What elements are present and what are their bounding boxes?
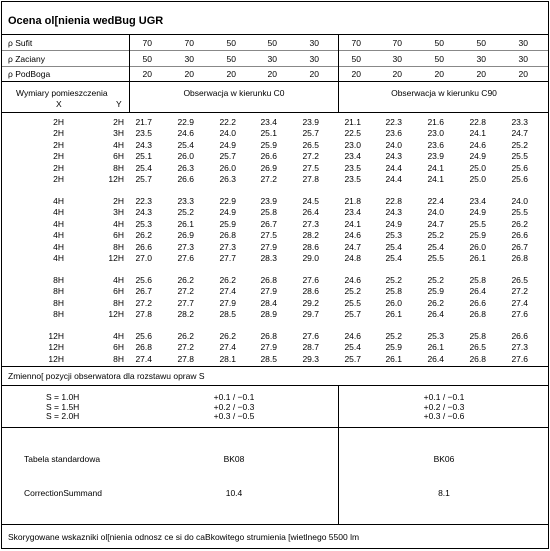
ugr-value: 23.5 — [344, 162, 361, 173]
correction-c90: 8.1 — [438, 488, 450, 498]
ugr-value: 23.4 — [344, 151, 361, 162]
ugr-value: 21.6 — [427, 117, 444, 127]
variation-c90: +0.3 / −0.6 — [423, 411, 465, 421]
ugr-value: 26.1 — [385, 309, 402, 319]
row-x: 4H — [53, 207, 64, 218]
ugr-value: 24.4 — [385, 174, 402, 184]
ugr-value: 24.6 — [469, 139, 486, 150]
ugr-value: 24.7 — [511, 128, 528, 139]
reflectance-value: 30 — [518, 38, 528, 48]
ugr-value: 23.9 — [427, 151, 444, 162]
ugr-value: 27.6 — [302, 274, 319, 285]
ugr-value: 29.2 — [302, 297, 319, 308]
ugr-value: 26.5 — [469, 342, 486, 353]
ugr-value: 24.6 — [344, 230, 361, 241]
ugr-value: 28.4 — [260, 297, 277, 308]
ugr-value: 25.8 — [385, 286, 402, 297]
reflectance-value: 50 — [226, 54, 236, 64]
ugr-value: 24.3 — [135, 139, 152, 150]
ugr-value: 24.3 — [385, 151, 402, 162]
row-y: 8H — [113, 162, 124, 173]
row-y: 4H — [113, 274, 124, 285]
row-y: 6H — [113, 151, 124, 162]
row-x: 4H — [53, 195, 64, 206]
ugr-value: 25.7 — [344, 309, 361, 319]
y-label: Y — [116, 99, 122, 109]
ugr-value: 25.8 — [260, 207, 277, 218]
reflectance-value: 30 — [184, 54, 194, 64]
reflectance-value: 30 — [518, 54, 528, 64]
ugr-value: 26.3 — [219, 174, 236, 184]
ugr-value: 27.9 — [260, 286, 277, 297]
reflectance-value: 50 — [351, 54, 361, 64]
ugr-value: 25.7 — [135, 174, 152, 184]
ugr-value: 25.3 — [385, 230, 402, 241]
ugr-value: 28.6 — [302, 241, 319, 252]
ugr-value: 25.4 — [135, 162, 152, 173]
ugr-value: 24.0 — [427, 207, 444, 218]
row-y: 12H — [108, 309, 124, 319]
ugr-value: 27.3 — [302, 218, 319, 229]
ugr-value: 22.9 — [219, 195, 236, 206]
row-y: 8H — [113, 297, 124, 308]
ugr-value: 23.9 — [302, 117, 319, 127]
std-table-label: Tabela standardowa — [24, 454, 101, 464]
divider — [2, 50, 548, 51]
ugr-value: 26.1 — [469, 252, 486, 263]
ugr-value: 25.4 — [344, 342, 361, 353]
variation-title: Zmienno[ pozycji obserwatora dla rozstawu opraw S — [8, 371, 205, 381]
ugr-value: 25.1 — [135, 151, 152, 162]
ugr-value: 23.5 — [135, 128, 152, 139]
ugr-value: 27.6 — [511, 309, 528, 319]
ugr-value: 27.4 — [511, 297, 528, 308]
ugr-value: 23.6 — [385, 128, 402, 139]
ugr-value: 24.7 — [344, 241, 361, 252]
ugr-report — [1, 1, 549, 549]
ugr-value: 25.2 — [177, 207, 194, 218]
divider — [2, 366, 548, 367]
ugr-value: 28.3 — [260, 252, 277, 263]
ugr-value: 24.1 — [427, 174, 444, 184]
reflectance-value: 50 — [476, 38, 486, 48]
ugr-value: 26.4 — [427, 309, 444, 319]
ugr-value: 27.2 — [302, 151, 319, 162]
ugr-value: 25.0 — [469, 174, 486, 184]
ugr-value: 26.0 — [177, 151, 194, 162]
ugr-value: 23.4 — [344, 207, 361, 218]
ugr-value: 25.5 — [511, 207, 528, 218]
ugr-value: 24.8 — [344, 252, 361, 263]
page-title: Ocena ol[nienia wedBug UGR — [8, 15, 164, 27]
ugr-value: 25.6 — [135, 330, 152, 341]
divider — [2, 385, 548, 386]
row-y: 3H — [113, 128, 124, 139]
ugr-value: 27.3 — [177, 241, 194, 252]
ugr-value: 25.2 — [511, 139, 528, 150]
ugr-value: 24.9 — [385, 218, 402, 229]
ugr-value: 23.0 — [427, 128, 444, 139]
reflectance-value: 50 — [267, 38, 277, 48]
ugr-value: 26.1 — [177, 218, 194, 229]
ugr-value: 26.4 — [427, 353, 444, 364]
ugr-value: 27.8 — [302, 174, 319, 184]
ugr-value: 27.0 — [135, 252, 152, 263]
row-x: 2H — [53, 117, 64, 127]
ugr-value: 27.4 — [219, 342, 236, 353]
ugr-value: 25.9 — [219, 218, 236, 229]
ugr-value: 25.5 — [469, 218, 486, 229]
row-x: 2H — [53, 139, 64, 150]
reflectance-value: 50 — [434, 38, 444, 48]
ugr-value: 26.6 — [177, 174, 194, 184]
row-x: 8H — [53, 309, 64, 319]
ugr-value: 27.2 — [177, 342, 194, 353]
ugr-value: 25.6 — [135, 274, 152, 285]
correction-label: CorrectionSummand — [24, 488, 102, 498]
row-x: 12H — [48, 342, 64, 353]
ugr-value: 26.1 — [427, 342, 444, 353]
reflectance-value: 70 — [392, 38, 402, 48]
ugr-value: 26.1 — [385, 353, 402, 364]
reflectance-value: 30 — [392, 54, 402, 64]
ugr-value: 27.2 — [511, 286, 528, 297]
ugr-value: 24.9 — [469, 207, 486, 218]
ugr-value: 27.3 — [219, 241, 236, 252]
reflectance-value: 30 — [309, 38, 319, 48]
ugr-value: 27.2 — [135, 297, 152, 308]
ugr-value: 25.5 — [344, 297, 361, 308]
reflectance-value: 20 — [309, 69, 319, 79]
divider — [2, 81, 548, 82]
row-x: 8H — [53, 274, 64, 285]
ugr-value: 23.4 — [469, 195, 486, 206]
row-y: 8H — [113, 353, 124, 364]
row-x: 4H — [53, 252, 64, 263]
reflectance-value: 70 — [351, 38, 361, 48]
ugr-value: 26.7 — [511, 241, 528, 252]
ugr-value: 28.2 — [177, 309, 194, 319]
reflectance-value: 20 — [267, 69, 277, 79]
ugr-value: 27.6 — [302, 330, 319, 341]
variation-c90: +0.2 / −0.3 — [423, 401, 465, 412]
reflectance-value: 30 — [476, 54, 486, 64]
ugr-value: 23.9 — [260, 195, 277, 206]
ugr-value: 22.3 — [385, 117, 402, 127]
ugr-value: 26.4 — [302, 207, 319, 218]
divider — [2, 112, 548, 113]
ugr-value: 22.5 — [344, 128, 361, 139]
ugr-value: 21.7 — [135, 117, 152, 127]
row-y: 3H — [113, 207, 124, 218]
ugr-value: 26.9 — [177, 230, 194, 241]
ugr-value: 22.3 — [135, 195, 152, 206]
ugr-value: 29.0 — [302, 252, 319, 263]
ugr-value: 28.2 — [302, 230, 319, 241]
ugr-value: 25.8 — [469, 274, 486, 285]
reflectance-value: 20 — [226, 69, 236, 79]
reflectance-label: ρ PodBoga — [8, 69, 51, 79]
ugr-value: 28.1 — [219, 353, 236, 364]
ugr-value: 26.7 — [135, 286, 152, 297]
row-y: 12H — [108, 252, 124, 263]
reflectance-value: 20 — [351, 69, 361, 79]
ugr-value: 26.8 — [135, 342, 152, 353]
ugr-value: 24.6 — [344, 330, 361, 341]
ugr-value: 25.6 — [511, 174, 528, 184]
row-y: 4H — [113, 330, 124, 341]
ugr-value: 24.3 — [385, 207, 402, 218]
ugr-value: 26.6 — [511, 330, 528, 341]
ugr-value: 25.7 — [344, 353, 361, 364]
ugr-value: 25.2 — [427, 274, 444, 285]
reflectance-value: 20 — [184, 69, 194, 79]
row-y: 6H — [113, 230, 124, 241]
ugr-value: 26.2 — [219, 330, 236, 341]
ugr-value: 26.6 — [469, 297, 486, 308]
ugr-value: 26.8 — [511, 252, 528, 263]
correction-c0: 10.4 — [225, 488, 243, 498]
ugr-value: 26.6 — [511, 230, 528, 241]
ugr-value: 24.7 — [427, 218, 444, 229]
reflectance-value: 50 — [142, 54, 152, 64]
ugr-value: 25.3 — [427, 330, 444, 341]
ugr-value: 26.0 — [219, 162, 236, 173]
ugr-value: 25.9 — [260, 139, 277, 150]
reflectance-value: 70 — [142, 38, 152, 48]
reflectance-value: 70 — [184, 38, 194, 48]
ugr-value: 26.7 — [260, 218, 277, 229]
row-y: 4H — [113, 218, 124, 229]
ugr-value: 27.3 — [511, 342, 528, 353]
footer-note: Skorygowane wskazniki ol[nienia odnosz ce si do caBkowitego strumienia [wietlnego 5500 lm — [8, 532, 360, 542]
divider — [2, 34, 548, 35]
ugr-value: 25.0 — [469, 162, 486, 173]
ugr-value: 22.8 — [469, 117, 486, 127]
ugr-value: 26.4 — [469, 286, 486, 297]
ugr-value: 25.2 — [385, 330, 402, 341]
ugr-value: 22.2 — [219, 117, 236, 127]
row-y: 2H — [113, 117, 124, 127]
ugr-value: 24.0 — [385, 139, 402, 150]
variation-label: S = 2.0H — [46, 411, 80, 421]
ugr-value: 23.5 — [344, 174, 361, 184]
ugr-value: 25.4 — [385, 241, 402, 252]
ugr-value: 26.6 — [135, 241, 152, 252]
ugr-value: 23.3 — [177, 195, 194, 206]
reflectance-value: 30 — [267, 54, 277, 64]
ugr-value: 29.3 — [302, 353, 319, 364]
ugr-value: 25.7 — [219, 151, 236, 162]
ugr-value: 24.1 — [427, 162, 444, 173]
ugr-value: 26.9 — [260, 162, 277, 173]
row-x: 12H — [48, 330, 64, 341]
ugr-value: 25.1 — [260, 128, 277, 139]
ugr-value: 25.2 — [385, 274, 402, 285]
ugr-value: 24.9 — [469, 151, 486, 162]
row-y: 6H — [113, 286, 124, 297]
ugr-value: 26.2 — [511, 218, 528, 229]
row-x: 4H — [53, 218, 64, 229]
row-x: 8H — [53, 286, 64, 297]
variation-label: S = 1.0H — [46, 392, 80, 402]
ugr-value: 27.7 — [219, 252, 236, 263]
ugr-value: 29.7 — [302, 309, 319, 319]
ugr-value: 25.3 — [135, 218, 152, 229]
ugr-value: 27.2 — [177, 286, 194, 297]
row-x: 2H — [53, 174, 64, 184]
ugr-value: 23.0 — [344, 139, 361, 150]
ugr-value: 26.6 — [260, 151, 277, 162]
ugr-value: 25.7 — [302, 128, 319, 139]
ugr-value: 25.9 — [385, 342, 402, 353]
ugr-value: 23.3 — [511, 117, 528, 127]
ugr-value: 27.5 — [260, 230, 277, 241]
header-c90: Obserwacja w kierunku C90 — [391, 88, 497, 98]
ugr-value: 26.5 — [511, 274, 528, 285]
dimensions-header: Wymiary pomieszczenia — [16, 88, 108, 98]
reflectance-label: ρ Zaciany — [8, 54, 45, 64]
ugr-value: 26.2 — [427, 297, 444, 308]
row-x: 4H — [53, 230, 64, 241]
ugr-value: 24.0 — [219, 128, 236, 139]
divider — [2, 524, 548, 525]
ugr-value: 27.4 — [219, 286, 236, 297]
ugr-value: 26.5 — [302, 139, 319, 150]
ugr-value: 24.4 — [385, 162, 402, 173]
std-table-c0: BK08 — [223, 454, 245, 464]
ugr-value: 27.9 — [260, 342, 277, 353]
ugr-value: 24.9 — [219, 139, 236, 150]
ugr-value: 27.4 — [135, 353, 152, 364]
ugr-value: 28.5 — [219, 309, 236, 319]
ugr-value: 21.8 — [344, 195, 361, 206]
variation-c0: +0.2 / −0.3 — [213, 401, 255, 412]
reflectance-value: 20 — [518, 69, 528, 79]
row-x: 12H — [48, 353, 64, 364]
variation-label: S = 1.5H — [46, 401, 80, 412]
ugr-value: 28.7 — [302, 342, 319, 353]
reflectance-value: 50 — [434, 54, 444, 64]
ugr-value: 26.8 — [469, 353, 486, 364]
row-y: 12H — [108, 174, 124, 184]
reflectance-value: 50 — [226, 38, 236, 48]
x-label: X — [56, 99, 62, 109]
ugr-value: 25.5 — [511, 151, 528, 162]
ugr-value: 25.4 — [427, 241, 444, 252]
ugr-value: 25.4 — [385, 252, 402, 263]
ugr-value: 25.2 — [344, 286, 361, 297]
ugr-value: 27.7 — [177, 297, 194, 308]
ugr-value: 26.0 — [385, 297, 402, 308]
ugr-value: 24.9 — [219, 207, 236, 218]
ugr-value: 27.5 — [302, 162, 319, 173]
ugr-value: 26.2 — [177, 274, 194, 285]
ugr-value: 23.6 — [427, 139, 444, 150]
row-x: 8H — [53, 297, 64, 308]
ugr-value: 26.3 — [177, 162, 194, 173]
row-x: 2H — [53, 162, 64, 173]
reflectance-value: 20 — [434, 69, 444, 79]
ugr-value: 25.8 — [469, 330, 486, 341]
ugr-value: 26.8 — [260, 274, 277, 285]
ugr-value: 25.5 — [427, 252, 444, 263]
std-table-c90: BK06 — [433, 454, 455, 464]
ugr-value: 24.6 — [344, 274, 361, 285]
reflectance-value: 20 — [392, 69, 402, 79]
ugr-value: 24.5 — [302, 195, 319, 206]
ugr-value: 24.3 — [135, 207, 152, 218]
ugr-value: 25.9 — [427, 286, 444, 297]
ugr-value: 21.1 — [344, 117, 361, 127]
ugr-value: 27.2 — [260, 174, 277, 184]
row-y: 2H — [113, 195, 124, 206]
ugr-value: 26.2 — [177, 330, 194, 341]
ugr-value: 24.1 — [469, 128, 486, 139]
variation-c0: +0.1 / −0.1 — [213, 392, 255, 402]
ugr-value: 27.8 — [135, 309, 152, 319]
ugr-value: 26.2 — [219, 274, 236, 285]
ugr-value: 22.4 — [427, 195, 444, 206]
ugr-value: 23.4 — [260, 117, 277, 127]
ugr-value: 24.0 — [511, 195, 528, 206]
ugr-value: 26.0 — [469, 241, 486, 252]
ugr-value: 28.9 — [260, 309, 277, 319]
reflectance-value: 20 — [476, 69, 486, 79]
header-c0: Obserwacja w kierunku C0 — [183, 88, 285, 98]
reflectance-value: 20 — [142, 69, 152, 79]
row-x: 2H — [53, 128, 64, 139]
ugr-value: 27.8 — [177, 353, 194, 364]
ugr-value: 27.6 — [177, 252, 194, 263]
row-y: 6H — [113, 342, 124, 353]
row-x: 2H — [53, 151, 64, 162]
ugr-value: 25.6 — [511, 162, 528, 173]
ugr-value: 28.5 — [260, 353, 277, 364]
ugr-value: 28.6 — [302, 286, 319, 297]
ugr-value: 27.9 — [219, 297, 236, 308]
row-x: 4H — [53, 241, 64, 252]
reflectance-label: ρ Sufit — [8, 38, 33, 48]
divider — [2, 427, 548, 428]
reflectance-value: 30 — [309, 54, 319, 64]
ugr-value: 24.1 — [344, 218, 361, 229]
ugr-value: 26.2 — [135, 230, 152, 241]
row-y: 4H — [113, 139, 124, 150]
ugr-value: 25.2 — [427, 230, 444, 241]
ugr-value: 22.8 — [385, 195, 402, 206]
row-y: 8H — [113, 241, 124, 252]
variation-c0: +0.3 / −0.5 — [213, 411, 255, 421]
ugr-value: 26.8 — [219, 230, 236, 241]
ugr-value: 24.6 — [177, 128, 194, 139]
ugr-value: 26.8 — [469, 309, 486, 319]
ugr-value: 27.9 — [260, 241, 277, 252]
ugr-value: 25.9 — [469, 230, 486, 241]
ugr-value: 22.9 — [177, 117, 194, 127]
divider — [2, 66, 548, 67]
ugr-value: 25.4 — [177, 139, 194, 150]
ugr-value: 27.6 — [511, 353, 528, 364]
variation-c90: +0.1 / −0.1 — [423, 392, 465, 402]
ugr-value: 26.8 — [260, 330, 277, 341]
